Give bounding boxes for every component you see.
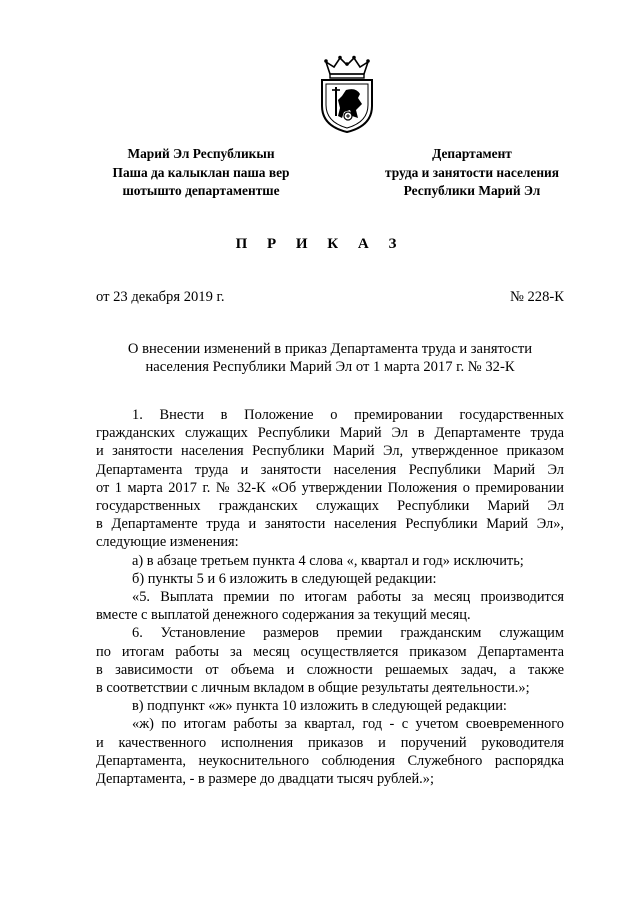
document-title: П Р И К А З xyxy=(235,236,405,252)
subject-line-2: населения Республики Марий Эл от 1 марта 2017 г. № 32-К xyxy=(145,359,515,376)
header-left-line-3: шотышто департаментше xyxy=(122,183,280,198)
body-line: Департамента, неукоснительного соблюдения Служебного распорядка xyxy=(96,752,564,769)
body-line: 6. Установление размеров премии гражданским служащим xyxy=(132,625,564,642)
header-right-line-3: Республики Марий Эл xyxy=(403,183,541,198)
body-line: Департамента, - в размере до двадцати тысяч рублей.»; xyxy=(96,771,434,788)
header-right-line-1: Департамент xyxy=(432,146,512,161)
body-line: а) в абзаце третьем пункта 4 слова «, квартал и год» исключить; xyxy=(132,552,524,569)
body-line: и занятости населения Республики Марий Эл, утвержденное приказом xyxy=(96,443,564,460)
order-subject xyxy=(96,340,564,376)
body-line: «ж) по итогам работы за квартал, год - с учетом своевременного xyxy=(132,716,564,733)
coat-of-arms-icon xyxy=(316,54,378,134)
subject-line-1: О внесении изменений в приказ Департамента труда и занятости xyxy=(127,341,533,357)
order-date: от 23 декабря 2019 г. xyxy=(96,289,225,305)
body-line: государственных гражданских служащих Республики Марий Эл xyxy=(96,498,564,515)
body-line: в) подпункт «ж» пункта 10 изложить в следующей редакции: xyxy=(132,698,507,715)
body-line: в зависимости от объема и сложности решаемых задач, а также xyxy=(96,661,564,678)
body-line: «5. Выплата премии по итогам работы за месяц производится xyxy=(132,589,564,606)
order-number: № 228-К xyxy=(509,289,564,305)
body-line: Департамента труда и занятости населения Республики Марий Эл xyxy=(96,461,564,478)
body-line: гражданских служащих Республики Марий Эл в Департаменте труда xyxy=(96,425,564,442)
body-line: по итогам работы за месяц осуществляется приказом Департамента xyxy=(96,643,564,660)
order-body xyxy=(96,406,564,788)
body-line: в соответствии с личным вкладом в общие результаты деятельности.»; xyxy=(96,680,530,697)
body-line: 1. Внести в Положение о премировании государственных xyxy=(132,407,564,423)
header-mari-org xyxy=(96,145,306,201)
header-left-line-2: Паша да калыклан паша вер xyxy=(112,164,290,180)
body-line: от 1 марта 2017 г. № 32-К «Об утверждении Положения о премировании xyxy=(96,479,564,496)
header-russian-org xyxy=(362,145,582,201)
body-line: вместе с выплатой денежного содержания за текущий месяц. xyxy=(96,607,471,624)
body-line: б) пункты 5 и 6 изложить в следующей редакции: xyxy=(132,570,437,587)
header-right-line-2: труда и занятости населения xyxy=(384,164,560,180)
body-line: в Департаменте труда и занятости населения Республики Марий Эл», xyxy=(96,516,564,533)
body-line: следующие изменения: xyxy=(96,534,239,551)
body-line: и качественного исполнения приказов и поручений руководителя xyxy=(96,734,564,751)
header-left-line-1: Марий Эл Республикын xyxy=(127,146,275,161)
